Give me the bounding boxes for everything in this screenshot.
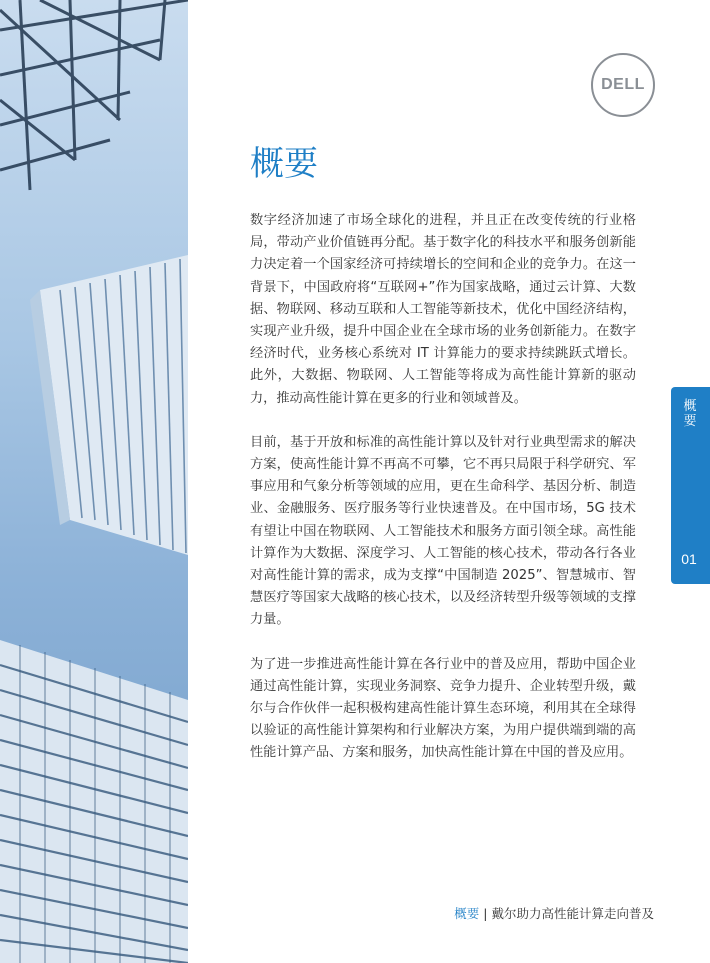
dell-logo-text: DELL <box>601 76 645 93</box>
paragraph-2: 目前，基于开放和标准的高性能计算以及针对行业典型需求的解决方案，使高性能计算不再高不可攀，它不再只局限于科学研究、军事应用和气象分析等领域的应用，更在生命科学、基因分析、制造业、金融服务、医疗服务等行业快速普及。在中国市场，5G 技术有望让中国在物联网、人工智能技术和服务方面引领全球。高性能计算作为大数据、深度学习、人工智能的核心技术，带动各行各业对高性能计算的需求，成为支撑“中国制造 2025”、智慧城市、智慧医疗等国家大战略的核心技术，以及经济转型升级等领域的支撑力量。 <box>250 434 636 628</box>
body-text <box>250 210 636 787</box>
side-tab-label: 概要 <box>683 399 697 429</box>
footer-section-name: 概要 <box>454 906 480 921</box>
page-footer <box>454 904 654 922</box>
dell-logo <box>591 53 655 117</box>
page-title: 概要 <box>250 144 318 184</box>
buildings-illustration <box>0 0 188 963</box>
paragraph-1: 数字经济加速了市场全球化的进程，并且正在改变传统的行业格局，带动产业价值链再分配。基于数字化的科技水平和服务创新能力决定着一个国家经济可持续增长的空间和企业的竞争力。在这一背景下，中国政府将“互联网+”作为国家战略，通过云计算、大数据、物联网、移动互联和人工智能等新技术，优化中国经济结构，实现产业升级，提升中国企业在全球市场的业务创新能力。在数字经济时代，业务核心系统对 IT 计算能力的要求持续跳跃式增长。此外，大数据、物联网、人工智能等将成为高性能计算新的驱动力，推动高性能计算在更多的行业和领域普及。 <box>250 213 636 406</box>
paragraph-3: 为了进一步推进高性能计算在各行业中的普及应用，帮助中国企业通过高性能计算，实现业务洞察、竞争力提升、企业转型升级，戴尔与合作伙伴一起积极构建高性能计算生态环境，利用其在全球得以验证的高性能计算架构和行业解决方案，为用户提供端到端的高性能计算产品、方案和服务，加快高性能计算在中国的普及应用。 <box>250 656 636 761</box>
footer-separator: | <box>483 906 488 921</box>
cover-photo-buildings <box>0 0 188 963</box>
section-side-tab <box>671 387 710 584</box>
side-tab-number: 01 <box>681 551 697 567</box>
footer-doc-title: 戴尔助力高性能计算走向普及 <box>491 906 654 921</box>
